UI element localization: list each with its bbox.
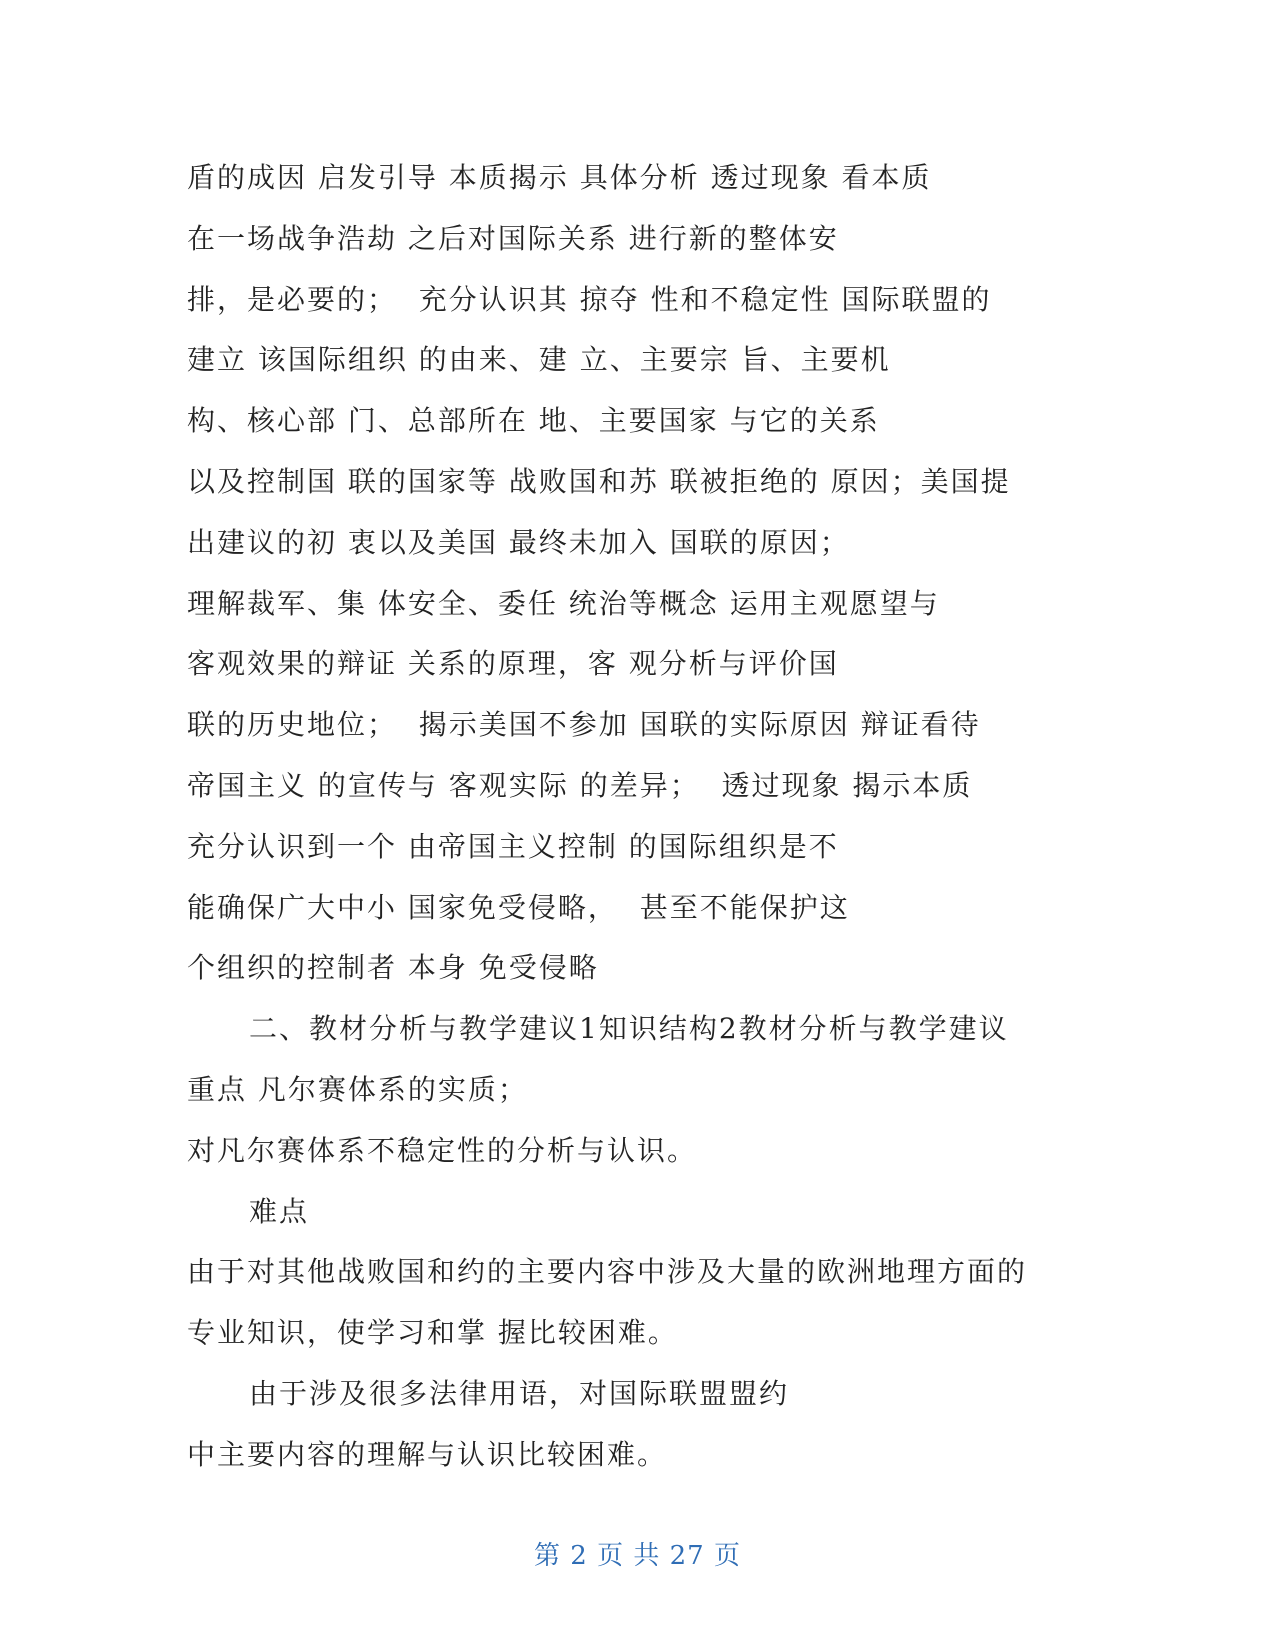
text-line: 个组织的控制者 本身 免受侵略 — [187, 951, 599, 985]
text-line: 充分认识到一个 由帝国主义控制 的国际组织是不 — [187, 829, 839, 863]
page-number: 第 2 页 共 27 页 — [534, 1541, 741, 1571]
page-footer — [0, 1535, 1275, 1572]
text-line: 能确保广大中小 国家免受侵略， 甚至不能保护这 — [187, 890, 850, 924]
text-line: 由于对其他战败国和约的主要内容中涉及大量的欧洲地理方面的 — [187, 1255, 1028, 1289]
text-line: 构、核心部 门、总部所在 地、主要国家 与它的关系 — [187, 404, 880, 438]
text-line: 客观效果的辩证 关系的原理，客 观分析与评价国 — [187, 647, 839, 681]
text-line: 重点 凡尔赛体系的实质； — [187, 1072, 528, 1106]
text-line: 联的历史地位； 揭示美国不参加 国联的实际原因 辩证看待 — [187, 708, 981, 742]
text-line: 建立 该国际组织 的由来、建 立、主要宗 旨、主要机 — [187, 343, 891, 377]
text-line: 理解裁军、集 体安全、委任 统治等概念 运用主观愿望与 — [187, 586, 940, 620]
text-line: 盾的成因 启发引导 本质揭示 具体分析 透过现象 看本质 — [187, 161, 932, 194]
text-line: 对凡尔赛体系不稳定性的分析与认识。 — [187, 1133, 698, 1167]
text-line: 出建议的初 衷以及美国 最终未加入 国联的原因； — [187, 525, 850, 559]
text-line: 帝国主义 的宣传与 客观实际 的差异； 透过现象 揭示本质 — [187, 768, 973, 802]
subheading-difficulty: 难点 — [249, 1194, 310, 1228]
document-body — [187, 148, 1087, 1486]
text-line: 专业知识，使学习和掌 握比较困难。 — [187, 1316, 678, 1350]
text-line: 以及控制国 联的国家等 战败国和苏 联被拒绝的 原因；美国提 — [187, 464, 1011, 498]
text-line: 由于涉及很多法律用语，对国际联盟盟约 — [249, 1376, 790, 1410]
text-line: 在一场战争浩劫 之后对国际关系 进行新的整体安 — [187, 221, 839, 255]
section-heading: 二、教材分析与教学建议1知识结构2教材分析与教学建议 — [249, 1012, 1009, 1046]
text-line: 中主要内容的理解与认识比较困难。 — [187, 1437, 668, 1471]
text-line: 排，是必要的； 充分认识其 掠夺 性和不稳定性 国际联盟的 — [187, 282, 992, 316]
